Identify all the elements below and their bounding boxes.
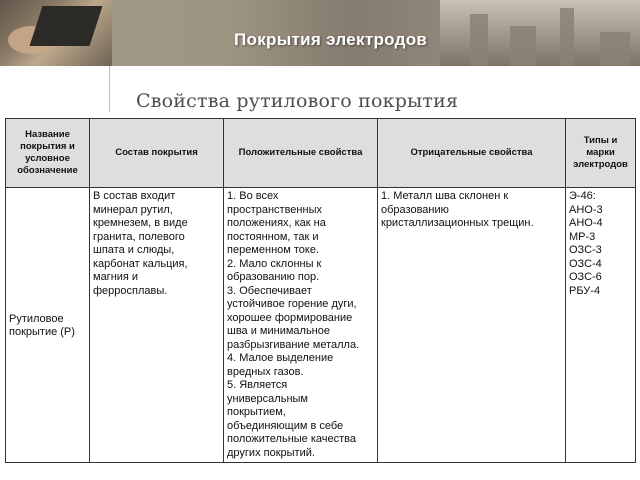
properties-table bbox=[5, 118, 636, 463]
banner-title: Покрытия электродов bbox=[234, 30, 428, 49]
header-grades: Типы и марки электродов bbox=[566, 119, 636, 188]
table-header-row bbox=[6, 119, 636, 188]
header-composition: Состав покрытия bbox=[90, 119, 224, 188]
cell-composition: В состав входит минерал рутил, кремнезем, в виде гранита, полевого шпата и слюды, карбонат кальция, магния и ферросплавы. bbox=[90, 188, 224, 463]
cell-name: Рутиловое покрытие (Р) bbox=[6, 188, 90, 463]
tower-shape bbox=[600, 32, 630, 66]
cell-grades: Э-46: АНО-3 АНО-4 МР-3 ОЗС-3 ОЗС-4 ОЗС-6 РБУ-4 bbox=[566, 188, 636, 463]
decorative-divider bbox=[109, 66, 110, 112]
tower-shape bbox=[510, 26, 536, 66]
cell-negative: 1. Металл шва склонен к образованию кристаллизационных трещин. bbox=[378, 188, 566, 463]
slide-subtitle: Свойства рутилового покрытия bbox=[136, 90, 459, 112]
laptop-photo bbox=[0, 0, 112, 66]
tower-shape bbox=[470, 14, 488, 66]
city-photo bbox=[440, 0, 640, 66]
header-banner bbox=[0, 0, 640, 66]
cell-positive: 1. Во всех пространственных положениях, как на постоянном, так и переменном токе. 2. Мало склонны к образованию пор. 3. Обеспечивает устойчивое горение дуги, хорошее формирование шва и минимальное разбрызгивание металла. 4. Малое выделение вредных газов. 5. Является универсальным покрытием, объединяющим в себе положительные качества других покрытий. bbox=[224, 188, 378, 463]
table-row bbox=[6, 188, 636, 463]
header-positive: Положительные свойства bbox=[224, 119, 378, 188]
laptop-icon bbox=[30, 6, 103, 46]
header-name: Название покрытия и условное обозначение bbox=[6, 119, 90, 188]
header-negative: Отрицательные свойства bbox=[378, 119, 566, 188]
tower-shape bbox=[560, 8, 574, 66]
